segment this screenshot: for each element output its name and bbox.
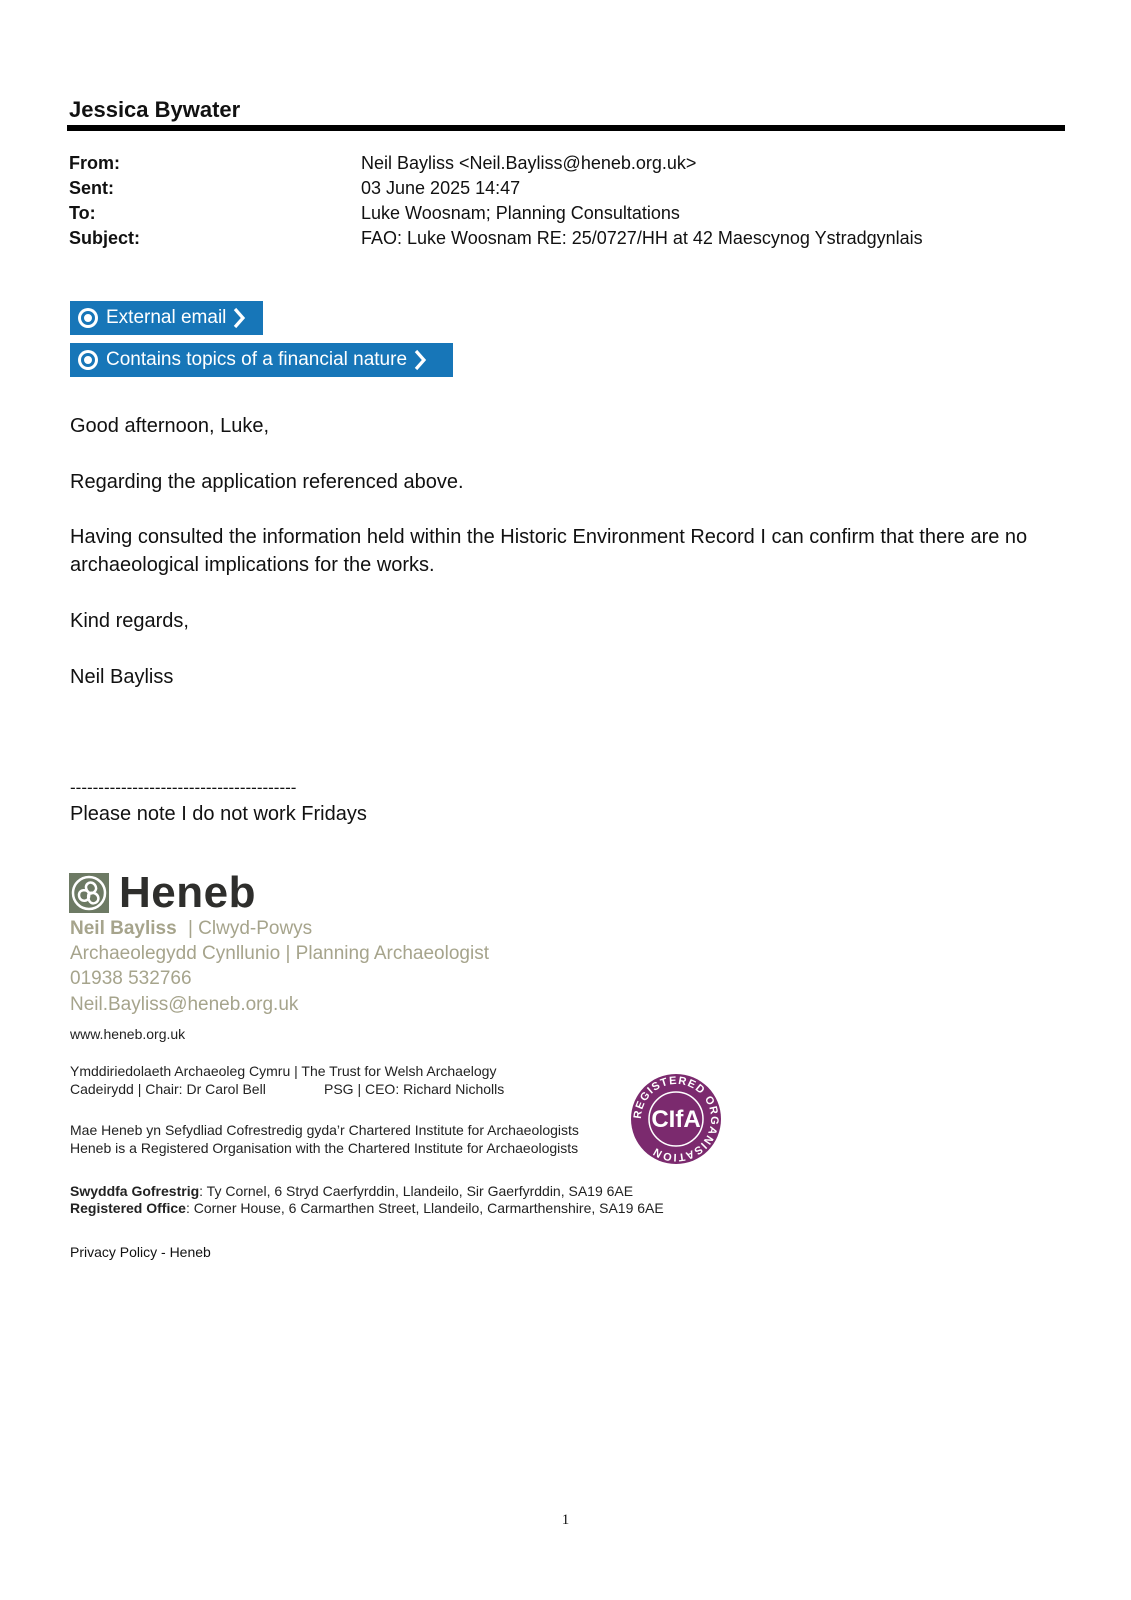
office-welsh-line	[70, 1182, 633, 1200]
sent-value: 03 June 2025 14:47	[361, 178, 521, 198]
cifa-badge-text: CIfA	[651, 1106, 701, 1133]
signature-name-line	[70, 918, 312, 940]
greeting: Good afternoon, Luke,	[70, 415, 270, 437]
financial-nature-label: Contains topics of a financial nature	[106, 349, 408, 370]
office-english-line	[70, 1199, 664, 1217]
subject-value: FAO: Luke Woosnam RE: 25/0727/HH at 42 Maescynog Ystradgynlais	[361, 228, 923, 248]
from-value: Neil Bayliss <Neil.Bayliss@heneb.org.uk>	[361, 153, 697, 173]
heneb-triskele-icon	[69, 873, 109, 913]
office-english-label: Registered Office	[70, 1200, 186, 1216]
divider-line: ----------------------------------------	[70, 778, 297, 797]
external-email-label: External email	[106, 307, 227, 328]
signature-name: Neil Bayliss	[70, 918, 177, 939]
heneb-logo	[69, 868, 256, 918]
privacy-policy-link[interactable]: Privacy Policy - Heneb	[70, 1244, 211, 1260]
to-label: To:	[69, 203, 96, 223]
alert-circle-icon	[78, 350, 98, 370]
signature-region: | Clwyd-Powys	[187, 918, 313, 939]
page-number: 1	[561, 1512, 570, 1528]
message-paragraph-2: Having consulted the information held within the Historic Environment Record I can confirm that there are no archaeological implications for the works.	[70, 526, 1028, 576]
alert-circle-icon	[78, 308, 98, 328]
cifa-ring-text: REGISTERED ORGANISATION	[631, 1074, 721, 1164]
ceo-line: PSG | CEO: Richard Nicholls	[324, 1081, 505, 1097]
external-email-banner[interactable]	[70, 301, 263, 335]
header-rule	[67, 125, 1065, 131]
subject-label: Subject:	[69, 228, 141, 248]
signature-email[interactable]: Neil.Bayliss@heneb.org.uk	[70, 994, 299, 1015]
heneb-logo-text: Heneb	[119, 868, 256, 917]
cifa-welsh-line: Mae Heneb yn Sefydliad Cofrestredig gyda’r Chartered Institute for Archaeologists	[70, 1122, 579, 1138]
document-owner-name: Jessica Bywater	[69, 97, 241, 122]
chevron-right-icon	[413, 349, 427, 371]
from-label: From:	[69, 153, 120, 173]
signature-role: Archaeolegydd Cynllunio | Planning Archaeologist	[70, 943, 489, 964]
sent-label: Sent:	[69, 178, 114, 198]
trust-line: Ymddiriedolaeth Archaeoleg Cymru | The Trust for Welsh Archaelogy	[70, 1063, 497, 1079]
cifa-registered-badge	[630, 1073, 722, 1165]
signature-phone: 01938 532766	[70, 968, 192, 989]
signoff-name: Neil Bayliss	[70, 666, 174, 688]
message-paragraph-1: Regarding the application referenced above.	[70, 471, 464, 493]
office-welsh-label: Swyddfa Gofrestrig	[70, 1183, 200, 1199]
availability-note: Please note I do not work Fridays	[70, 803, 367, 825]
financial-nature-banner[interactable]	[70, 343, 453, 377]
chair-line: Cadeirydd | Chair: Dr Carol Bell	[70, 1081, 266, 1097]
office-welsh-value: : Ty Cornel, 6 Stryd Caerfyrddin, Llandeilo, Sir Gaerfyrddin, SA19 6AE	[199, 1183, 634, 1199]
closing: Kind regards,	[70, 610, 189, 632]
signature-website[interactable]: www.heneb.org.uk	[70, 1026, 186, 1042]
to-value: Luke Woosnam; Planning Consultations	[361, 203, 680, 223]
cifa-english-line: Heneb is a Registered Organisation with the Chartered Institute for Archaeologists	[70, 1140, 579, 1156]
office-english-value: : Corner House, 6 Carmarthen Street, Llandeilo, Carmarthenshire, SA19 6AE	[185, 1200, 664, 1216]
chevron-right-icon	[232, 307, 246, 329]
